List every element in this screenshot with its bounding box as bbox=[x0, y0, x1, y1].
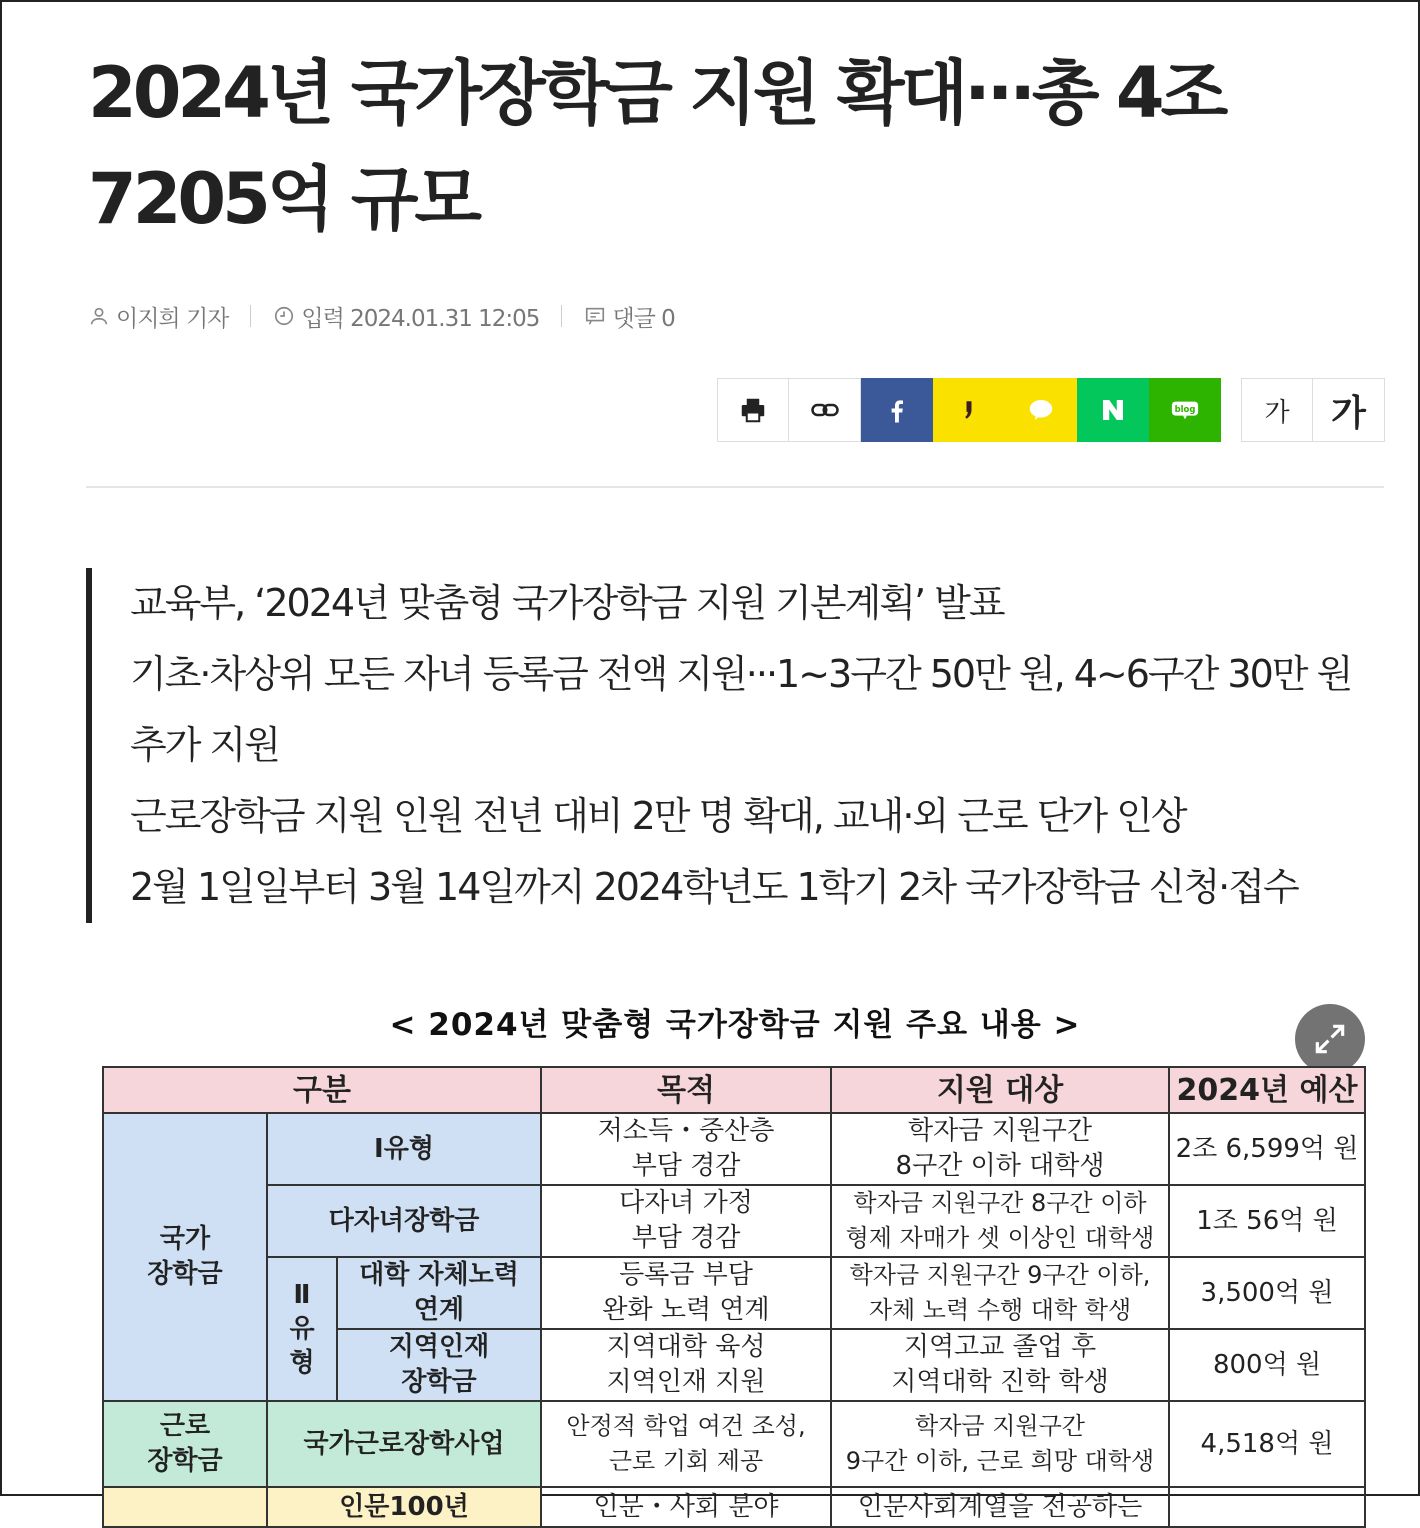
row-name: 인문100년 bbox=[267, 1487, 541, 1527]
publish-date-text: 입력 2024.01.31 12:05 bbox=[301, 305, 540, 332]
row-budget: 800억 원 bbox=[1169, 1329, 1365, 1401]
header-target: 지원 대상 bbox=[831, 1067, 1169, 1113]
row-target: 학자금 지원구간 8구간 이하 형제 자매가 셋 이상인 대학생 bbox=[831, 1185, 1169, 1257]
kakaotalk-icon bbox=[1026, 395, 1056, 425]
naver-share-button[interactable] bbox=[1077, 378, 1149, 442]
print-button[interactable] bbox=[717, 378, 789, 442]
facebook-share-button[interactable] bbox=[861, 378, 933, 442]
link-icon bbox=[810, 395, 840, 425]
row-target: 학자금 지원구간 8구간 이하 대학생 bbox=[831, 1113, 1169, 1185]
header-purpose: 목적 bbox=[541, 1067, 831, 1113]
print-icon bbox=[738, 395, 768, 425]
row-purpose: 안정적 학업 여건 조성, 근로 기회 제공 bbox=[541, 1401, 831, 1487]
row-purpose: 다자녀 가정 부담 경감 bbox=[541, 1185, 831, 1257]
author bbox=[88, 300, 228, 333]
publish-date bbox=[273, 300, 539, 333]
row-purpose: 저소득・중산층 부담 경감 bbox=[541, 1113, 831, 1185]
user-icon bbox=[88, 305, 110, 327]
row-name: 국가근로장학사업 bbox=[267, 1401, 541, 1487]
kakaostory-share-button[interactable] bbox=[933, 378, 1005, 442]
type2-label: Ⅱ 유 형 bbox=[267, 1257, 337, 1401]
group-national-scholarship: 국가 장학금 bbox=[103, 1113, 267, 1401]
expand-image-button[interactable] bbox=[1295, 1004, 1365, 1074]
row-purpose: 등록금 부담 완화 노력 연계 bbox=[541, 1257, 831, 1329]
row-budget bbox=[1169, 1487, 1365, 1527]
row-name: 대학 자체노력 연계 bbox=[337, 1257, 541, 1329]
row-budget: 3,500억 원 bbox=[1169, 1257, 1365, 1329]
group-cell bbox=[103, 1487, 267, 1527]
row-target: 인문사회계열을 전공하는 bbox=[831, 1487, 1169, 1527]
meta-separator bbox=[561, 305, 562, 327]
expand-icon bbox=[1311, 1020, 1349, 1058]
group-work-scholarship: 근로 장학금 bbox=[103, 1401, 267, 1487]
summary-line: 기초·차상위 모든 자녀 등록금 전액 지원···1~3구간 50만 원, 4~6구간 30만 원 추가 지원 bbox=[130, 652, 1352, 767]
facebook-icon bbox=[882, 395, 912, 425]
table-title: < 2024년 맞춤형 국가장학금 지원 주요 내용 > bbox=[389, 1007, 1081, 1043]
summary-line: 근로장학금 지원 인원 전년 대비 2만 명 확대, 교내·외 근로 단가 인상 bbox=[130, 794, 1186, 838]
font-size-controls bbox=[1241, 378, 1385, 442]
header-divider bbox=[86, 486, 1384, 488]
article-image[interactable] bbox=[100, 1000, 1370, 1522]
row-budget: 2조 6,599억 원 bbox=[1169, 1113, 1365, 1185]
article-meta bbox=[88, 296, 675, 336]
kakaostory-icon bbox=[954, 395, 984, 425]
naver-blog-share-button[interactable] bbox=[1149, 378, 1221, 442]
font-larger-button[interactable]: 가 bbox=[1313, 378, 1385, 442]
comments-count: 댓글 0 bbox=[612, 305, 675, 332]
share-toolbar bbox=[717, 378, 1221, 442]
header-budget: 2024년 예산 bbox=[1169, 1067, 1365, 1113]
header-category: 구분 bbox=[103, 1067, 541, 1113]
comment-icon bbox=[584, 305, 606, 327]
row-target: 학자금 지원구간 9구간 이하, 근로 희망 대학생 bbox=[831, 1401, 1169, 1487]
article-summary bbox=[86, 568, 1376, 923]
article-title: 2024년 국가장학금 지원 확대···총 4조 7205억 규모 bbox=[88, 52, 1225, 240]
summary-line: 교육부, ‘2024년 맞춤형 국가장학금 지원 기본계획’ 발표 bbox=[130, 581, 1004, 625]
meta-separator bbox=[250, 305, 251, 327]
author-name: 이지희 기자 bbox=[116, 305, 229, 332]
naver-icon bbox=[1098, 395, 1128, 425]
row-purpose: 지역대학 육성 지역인재 지원 bbox=[541, 1329, 831, 1401]
font-smaller-button[interactable]: 가 bbox=[1241, 378, 1313, 442]
blog-label: blog bbox=[1174, 403, 1196, 414]
row-purpose: 인문・사회 분야 bbox=[541, 1487, 831, 1527]
kakaotalk-share-button[interactable] bbox=[1005, 378, 1077, 442]
scholarship-table bbox=[102, 1066, 1366, 1528]
summary-line: 2월 1일일부터 3월 14일까지 2024학년도 1학기 2차 국가장학금 신청·접수 bbox=[130, 865, 1298, 909]
row-budget: 4,518억 원 bbox=[1169, 1401, 1365, 1487]
row-name: 다자녀장학금 bbox=[267, 1185, 541, 1257]
row-target: 학자금 지원구간 9구간 이하, 자체 노력 수행 대학 학생 bbox=[831, 1257, 1169, 1329]
row-name: Ⅰ유형 bbox=[267, 1113, 541, 1185]
row-budget: 1조 56억 원 bbox=[1169, 1185, 1365, 1257]
row-target: 지역고교 졸업 후 지역대학 진학 학생 bbox=[831, 1329, 1169, 1401]
row-name: 지역인재 장학금 bbox=[337, 1329, 541, 1401]
blog-icon bbox=[1170, 395, 1200, 425]
comments-link[interactable] bbox=[584, 300, 674, 333]
clock-icon bbox=[273, 305, 295, 327]
copy-link-button[interactable] bbox=[789, 378, 861, 442]
